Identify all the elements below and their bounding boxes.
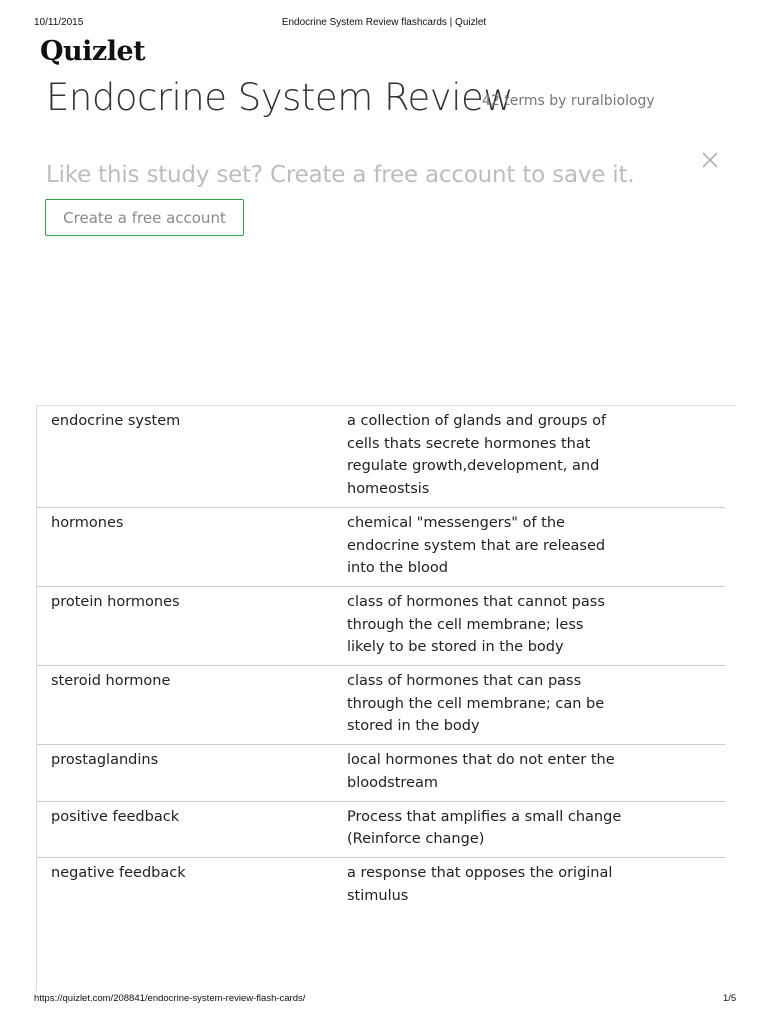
set-meta: 42 terms by ruralbiology (482, 93, 655, 109)
term-text: negative feedback (51, 864, 186, 881)
create-free-account-button[interactable]: Create a free account (45, 199, 244, 236)
term-text: prostaglandins (51, 752, 159, 769)
terms-table (36, 405, 735, 991)
term-row (37, 858, 725, 913)
print-footer (0, 993, 768, 1007)
definition-text: a response that opposes the original stimulus (347, 864, 613, 904)
close-icon[interactable] (700, 150, 720, 170)
term-text: steroid hormone (51, 673, 171, 690)
set-title: Endocrine System Review (46, 76, 514, 119)
definition-text: chemical "messengers" of the endocrine system that are released into the blood (347, 514, 606, 577)
term-row (37, 587, 725, 666)
term-text: endocrine system (51, 413, 181, 429)
definition-text: Process that amplifies a small change (Reinforce change) (347, 808, 622, 848)
print-page-title: Endocrine System Review flashcards | Quizlet (281, 17, 487, 28)
term-text: hormones (51, 514, 124, 531)
definition-text: class of hormones that cannot pass through the cell membrane; less likely to be stored in the body (347, 593, 605, 656)
term-text: protein hormones (51, 593, 180, 610)
print-page-number: 1/5 (723, 993, 737, 1004)
definition-text: local hormones that do not enter the bloodstream (347, 752, 615, 791)
term-text: positive feedback (51, 808, 180, 825)
definition-text: a collection of glands and groups of cells thats secrete hormones that regulate growth,development, and homeostsis (347, 413, 607, 498)
term-row (37, 802, 725, 858)
quizlet-logo[interactable]: Quizlet (40, 36, 146, 67)
print-url: https://quizlet.com/208841/endocrine-system-review-flash-cards/ (34, 993, 306, 1004)
term-row (37, 745, 725, 801)
print-date: 10/11/2015 (34, 17, 84, 28)
signup-promo-text: Like this study set? Create a free account to save it. (46, 162, 635, 188)
definition-text: class of hormones that can pass through the cell membrane; can be stored in the body (347, 673, 605, 735)
term-row (37, 666, 725, 745)
term-row (37, 406, 725, 508)
print-header (0, 17, 768, 31)
term-row (37, 508, 725, 587)
